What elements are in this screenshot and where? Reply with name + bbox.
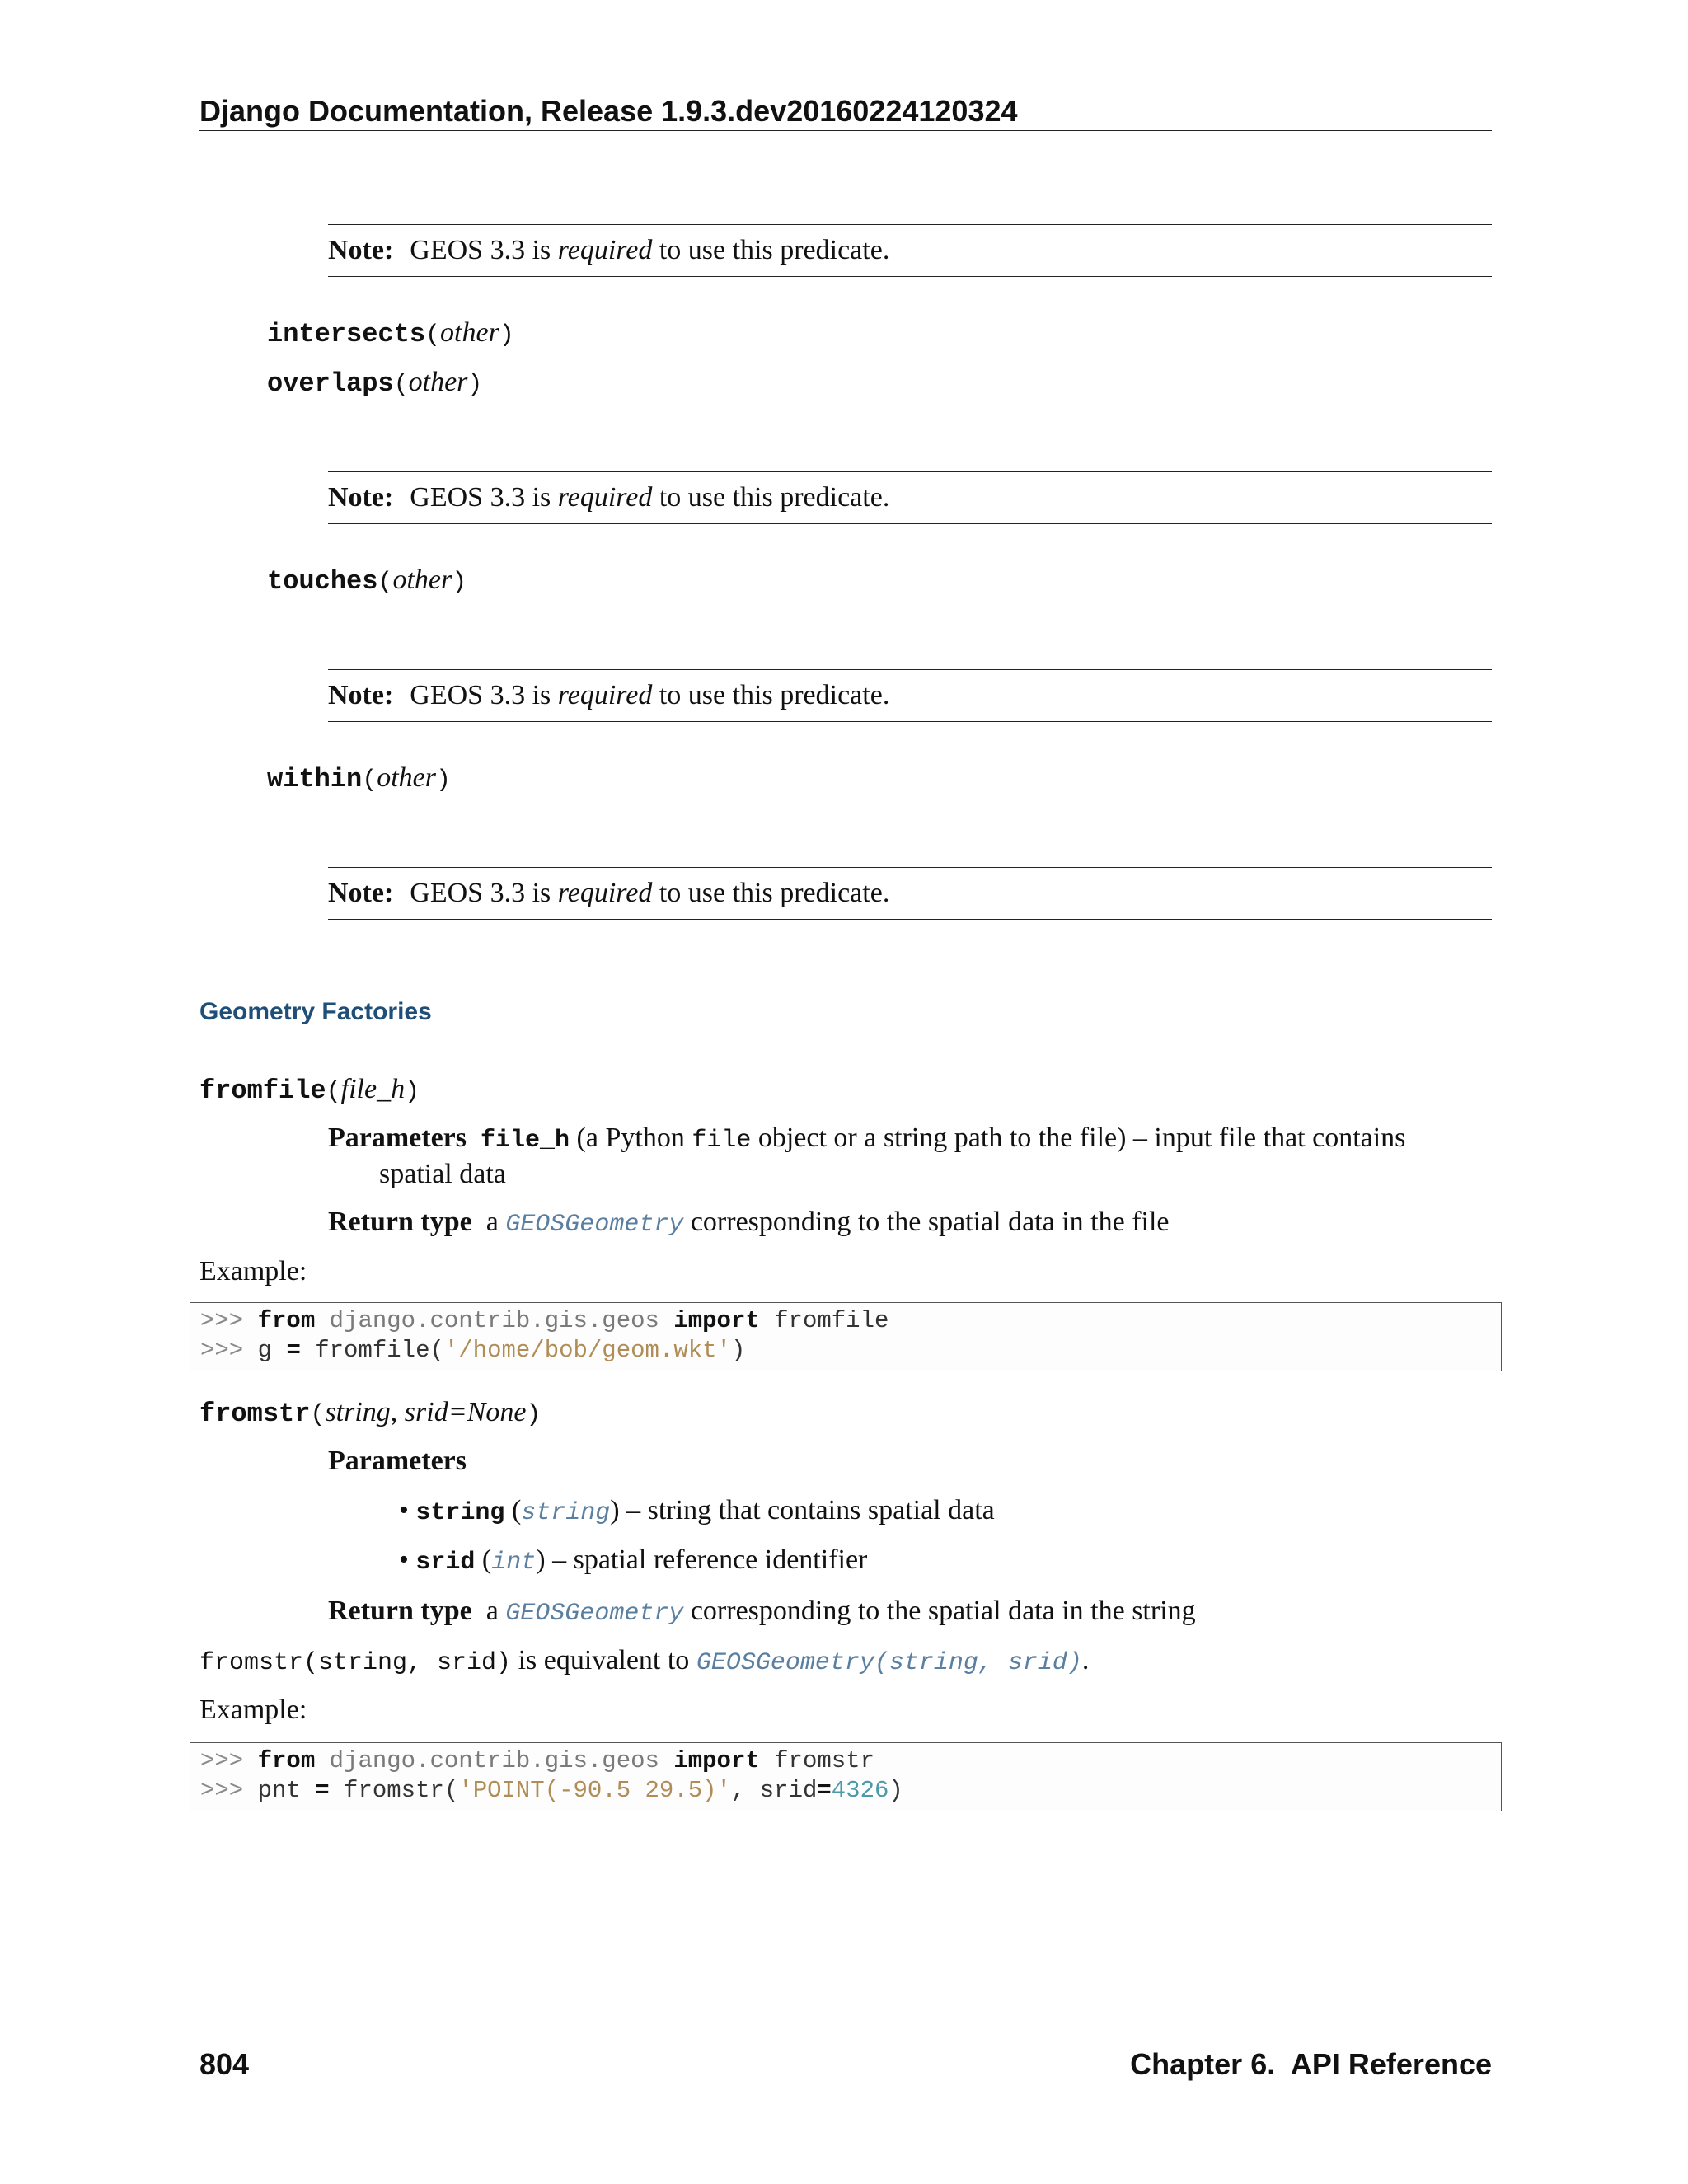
code-line: >>> from django.contrib.gis.geos import fromstr — [200, 1747, 874, 1774]
page-number: 804 — [199, 2047, 250, 2081]
code-block — [190, 1742, 1502, 1811]
note-text: Note: GEOS 3.3 is required to use this predicate. — [328, 235, 890, 265]
note-text: Note: GEOS 3.3 is required to use this predicate. — [328, 482, 890, 513]
fromstr-equivalence: fromstr(string, srid) is equivalent to GEOSGeometry(string, srid). — [199, 1645, 1090, 1677]
code-line: >>> from django.contrib.gis.geos import fromfile — [200, 1307, 889, 1334]
note-box — [328, 224, 1492, 277]
geosgeometry-link[interactable]: GEOSGeometry — [505, 1600, 684, 1628]
code-block — [190, 1302, 1502, 1371]
string-type-link[interactable]: string — [521, 1499, 611, 1527]
note-box — [328, 669, 1492, 722]
example-label: Example: — [199, 1694, 307, 1725]
method-overlaps: overlaps(other) — [267, 367, 483, 399]
fromstr-return-type: Return type a GEOSGeometry corresponding to the spatial data in the string — [328, 1596, 1196, 1628]
note-label: Note: — [328, 482, 394, 513]
note-label: Note: — [328, 680, 394, 710]
fromfile-return-type: Return type a GEOSGeometry corresponding to the spatial data in the file — [328, 1207, 1170, 1239]
geosgeometry-link[interactable]: GEOSGeometry — [505, 1211, 684, 1239]
section-title: Geometry Factories — [199, 998, 432, 1025]
note-label: Note: — [328, 235, 394, 265]
note-text: Note: GEOS 3.3 is required to use this predicate. — [328, 680, 890, 710]
note-label: Note: — [328, 878, 394, 908]
fromstr-parameters-label: Parameters — [328, 1446, 467, 1476]
running-header: Django Documentation, Release 1.9.3.dev20160224120324 — [199, 94, 1018, 128]
geosgeometry-constructor-link[interactable]: GEOSGeometry(string, srid) — [696, 1649, 1082, 1677]
method-within: within(other) — [267, 762, 452, 794]
int-type-link[interactable]: int — [491, 1549, 537, 1577]
header-rule — [199, 130, 1492, 131]
param-string: • string (string) – string that contains spatial data — [399, 1495, 995, 1527]
function-fromstr: fromstr(string, srid=None) — [199, 1397, 542, 1429]
fromfile-parameters-cont: spatial data — [379, 1159, 506, 1189]
note-box — [328, 471, 1492, 524]
function-fromfile: fromfile(file_h) — [199, 1074, 420, 1106]
method-intersects: intersects(other) — [267, 317, 514, 349]
note-box — [328, 867, 1492, 920]
fromfile-parameters: Parameters file_h (a Python file object or a string path to the file) – input file that contains — [328, 1122, 1406, 1155]
method-touches: touches(other) — [267, 565, 467, 597]
chapter-title: Chapter 6. API Reference — [1130, 2047, 1492, 2081]
code-line: >>> g = fromfile('/home/bob/geom.wkt') — [200, 1337, 746, 1364]
note-text: Note: GEOS 3.3 is required to use this predicate. — [328, 878, 890, 908]
code-line: >>> pnt = fromstr('POINT(-90.5 29.5)', srid=4326) — [200, 1777, 903, 1804]
example-label: Example: — [199, 1256, 307, 1286]
param-srid: • srid (int) – spatial reference identifier — [399, 1544, 868, 1577]
